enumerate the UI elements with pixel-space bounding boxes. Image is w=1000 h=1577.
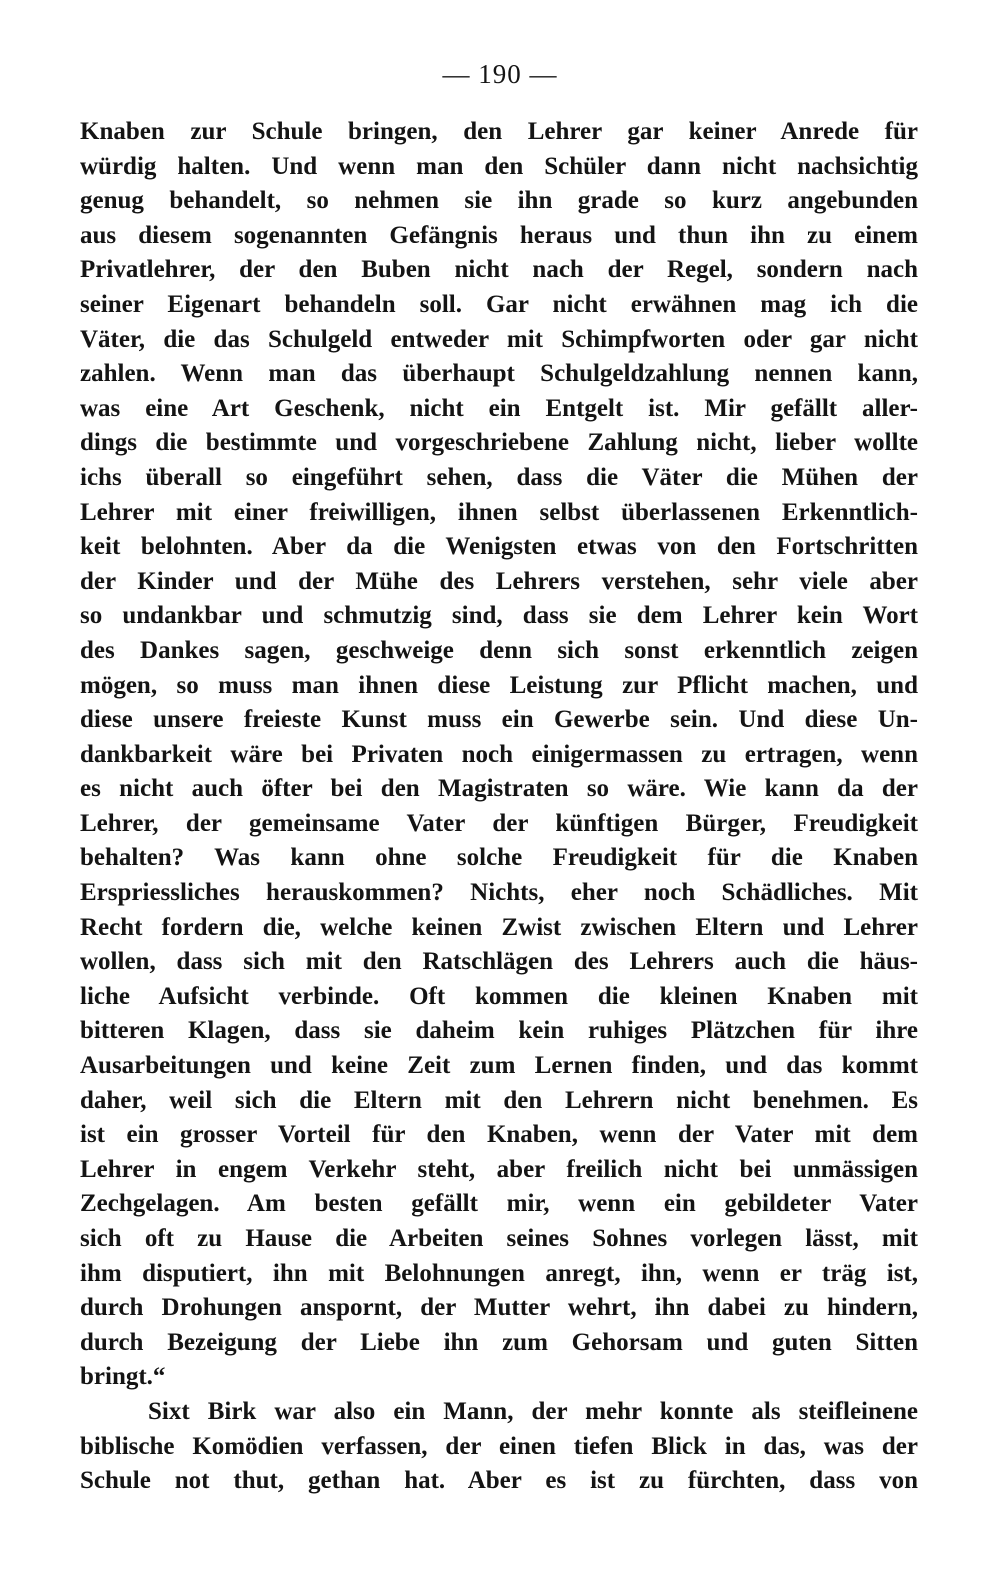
paragraph-end-line: bringt.“	[80, 1363, 166, 1391]
text-line: ihm disputiert, ihn mit Belohnungen anregt, ihn, wenn er träg ist,	[80, 1259, 918, 1287]
text-line: sich oft zu Hause die Arbeiten seines Sohnes vorlegen lässt, mit	[80, 1225, 918, 1252]
text-line: bitteren Klagen, dass sie daheim kein ruhiges Plätzchen für ihre	[80, 1017, 918, 1045]
text-line: Zechgelagen. Am besten gefällt mir, wenn ein gebildeter Vater	[80, 1190, 918, 1218]
text-line: biblische Komödien verfassen, der einen tiefen Blick in das, was der	[80, 1432, 918, 1460]
text-line: dings die bestimmte und vorgeschriebene Zahlung nicht, lieber wollte	[80, 429, 918, 457]
text-line: Lehrer mit einer freiwilligen, ihnen selbst überlassenen Erkenntlich-	[80, 498, 918, 526]
page-number: — 190 —	[442, 59, 558, 89]
text-line: Erspriessliches herauskommen? Nichts, eher noch Schädliches. Mit	[80, 879, 918, 907]
text-line: Lehrer, der gemeinsame Vater der künftigen Bürger, Freudigkeit	[80, 809, 918, 837]
text-line: Väter, die das Schulgeld entweder mit Schimpfworten oder gar nicht	[80, 325, 918, 353]
text-line: wollen, dass sich mit den Ratschlägen des Lehrers auch die häus-	[80, 948, 918, 976]
text-line: Recht fordern die, welche keinen Zwist zwischen Eltern und Lehrer	[80, 913, 918, 941]
text-line: dankbarkeit wäre bei Privaten noch einigermassen zu ertragen, wenn	[80, 740, 918, 768]
text-line: Ausarbeitungen und keine Zeit zum Lernen finden, und das kommt	[80, 1052, 918, 1080]
text-line: Schule not thut, gethan hat. Aber es ist zu fürchten, dass von	[80, 1467, 918, 1495]
text-line: Lehrer in engem Verkehr steht, aber freilich nicht bei unmässigen	[80, 1155, 918, 1183]
text-line: mögen, so muss man ihnen diese Leistung zur Pflicht machen, und	[80, 671, 918, 699]
text-line: keit belohnten. Aber da die Wenigsten etwas von den Fortschritten	[80, 533, 918, 561]
text-line: durch Drohungen anspornt, der Mutter wehrt, ihn dabei zu hindern,	[80, 1294, 918, 1322]
body-text	[80, 115, 918, 1499]
text-line: würdig halten. Und wenn man den Schüler dann nicht nachsichtig	[80, 152, 918, 180]
text-line: was eine Art Geschenk, nicht ein Entgelt ist. Mir gefällt aller-	[80, 394, 918, 422]
text-line: aus diesem sogenannten Gefängnis heraus und thun ihn zu einem	[80, 221, 918, 249]
text-line: daher, weil sich die Eltern mit den Lehrern nicht benehmen. Es	[80, 1086, 918, 1114]
text-line: diese unsere freieste Kunst muss ein Gewerbe sein. Und diese Un-	[80, 706, 918, 734]
text-line: genug behandelt, so nehmen sie ihn grade so kurz angebunden	[80, 187, 918, 215]
text-line: durch Bezeigung der Liebe ihn zum Gehorsam und guten Sitten	[80, 1328, 918, 1356]
text-line: zahlen. Wenn man das überhaupt Schulgeldzahlung nennen kann,	[80, 360, 918, 388]
text-line: liche Aufsicht verbinde. Oft kommen die kleinen Knaben mit	[80, 982, 918, 1010]
text-line: so undankbar und schmutzig sind, dass sie dem Lehrer kein Wort	[80, 602, 918, 630]
paragraph-start-line: Sixt Birk war also ein Mann, der mehr konnte als steifleinene	[148, 1397, 918, 1425]
text-line: ist ein grosser Vorteil für den Knaben, wenn der Vater mit dem	[80, 1121, 918, 1149]
text-line: es nicht auch öfter bei den Magistraten so wäre. Wie kann da der	[80, 775, 918, 803]
text-line: behalten? Was kann ohne solche Freudigkeit für die Knaben	[80, 844, 918, 872]
text-line: ichs überall so eingeführt sehen, dass die Väter die Mühen der	[80, 463, 918, 491]
text-line: Privatlehrer, der den Buben nicht nach der Regel, sondern nach	[80, 256, 918, 284]
text-line: seiner Eigenart behandeln soll. Gar nicht erwähnen mag ich die	[80, 290, 918, 318]
text-line: der Kinder und der Mühe des Lehrers verstehen, sehr viele aber	[80, 567, 918, 595]
text-line: des Dankes sagen, geschweige denn sich sonst erkenntlich zeigen	[80, 636, 918, 664]
text-line: Knaben zur Schule bringen, den Lehrer gar keiner Anrede für	[80, 118, 918, 145]
